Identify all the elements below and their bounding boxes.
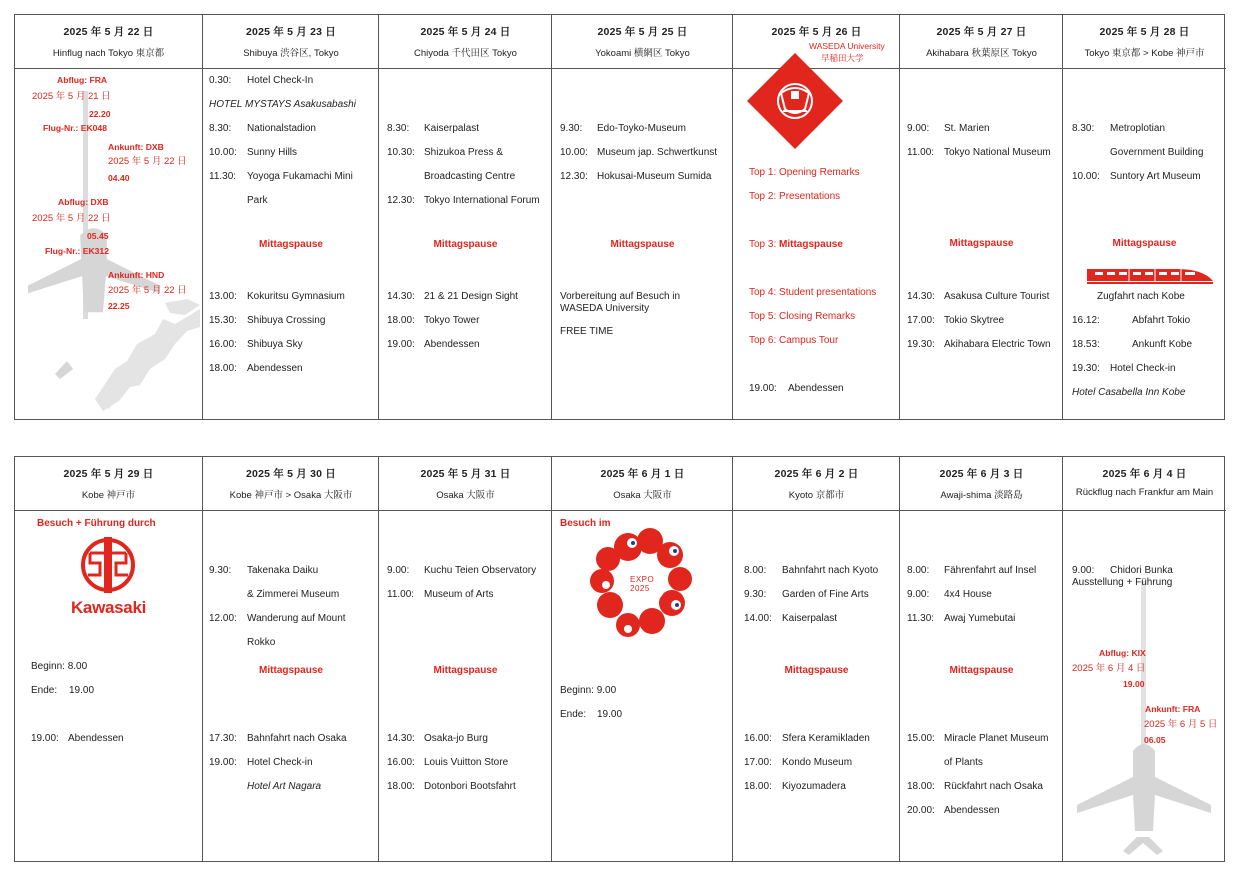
- arr2-label: Ankunft: HND: [108, 270, 165, 280]
- agenda-item: Top 5: Closing Remarks: [749, 311, 856, 322]
- kawasaki-logo-icon: [78, 535, 138, 595]
- dep2-date: 2025 年 5 月 22 日: [32, 213, 111, 224]
- visit-label: Besuch + Führung durch: [37, 518, 156, 529]
- day-date: 2025 年 5 月 30 日: [246, 468, 336, 480]
- day-header: [203, 15, 379, 69]
- flight-no-2: Flug-Nr.: EK312: [45, 246, 109, 256]
- waseda-name-en: WASEDA University: [809, 41, 885, 51]
- shinkansen-train-icon: [1085, 265, 1215, 285]
- day-body: Top 1: Opening Remarks Top 2: Presentations Top 3: Mittagspause Top 4: Student presentations Top 5: Closing Remarks Top 6: Campus Tour 19.00: Abendessen: [749, 167, 877, 394]
- day-col-2: [202, 457, 379, 861]
- day-place: Tokyo 東京都 > Kobe 神戸市: [1084, 48, 1205, 59]
- brand-name: Kawasaki: [70, 598, 147, 617]
- day-body: 9.00: Chidori Bunka Ausstellung + Führung Abflug: KIX 2025 年 6 月 4 日 19.00 Ankunft: FRA 2025 年 6 月 5 日 06.05: [1063, 511, 1226, 861]
- day-col-3: [378, 15, 552, 419]
- day-place: Hinflug nach Tokyo 東京都: [52, 48, 165, 59]
- day-date: 2025 年 5 月 29 日: [63, 468, 154, 480]
- day-body: 9.00: Kuchu Teien Observatory 11.00: Museum of Arts Mittagspause 14.30: Osaka-jo Burg 16.00: Louis Vuitton Store 18.00: Dotonbori Bootsfahrt: [379, 511, 552, 861]
- day-header: [900, 15, 1063, 69]
- day-col-1: [15, 457, 202, 861]
- plane-silhouette-icon: [1063, 581, 1226, 881]
- day-col-7: [1062, 457, 1226, 861]
- day-body: 8.30: Metroplotian Government Building 10.00: Suntory Art Museum Mittagspause Zugfahrt nach Kobe 16.12: Abfahrt Tokio 18.53: Ankunft Kobe 19.30: Hotel Check-in Hotel Casabella Inn Kobe: [1063, 69, 1226, 419]
- arr2-date: 2025 年 5 月 22 日: [108, 285, 187, 296]
- day-date: 2025 年 6 月 2 日: [774, 468, 859, 480]
- day-body: Besuch im EXPO 2025 Beginn: 9.00 Ende: 19.00: [552, 511, 733, 861]
- day-col-5: [732, 15, 900, 419]
- day-col-4: [551, 15, 733, 419]
- day-col-2: [202, 15, 379, 419]
- day-header: [379, 15, 552, 69]
- day-date: 2025 年 6 月 3 日: [939, 468, 1024, 480]
- day-date: 2025 年 5 月 23 日: [246, 26, 336, 38]
- day-date: 2025 年 5 月 24 日: [420, 26, 511, 38]
- day-header: [552, 457, 733, 511]
- day-header: [15, 15, 202, 69]
- lunch-break: Mittagspause: [784, 665, 849, 676]
- day-header: [1063, 15, 1226, 69]
- day-header: [203, 457, 379, 511]
- waseda-name-jp: 早稲田大学: [821, 53, 864, 63]
- begin-time: Beginn: 8.00: [31, 661, 88, 672]
- day-header: [552, 15, 733, 69]
- note-line: Vorbereitung auf Besuch in: [560, 291, 681, 302]
- flight-body: [15, 69, 202, 419]
- day-date: 2025 年 5 月 28 日: [1099, 26, 1190, 38]
- arr-label: Ankunft: FRA: [1145, 704, 1201, 714]
- free-time: FREE TIME: [560, 326, 614, 337]
- day-body: 9.30: Edo-Toyko-Museum 10.00: Museum jap. Schwertkunst 12.30: Hokusai-Museum Sumida Mittagspause Vorbereitung auf Besuch in WASEDA University FREE TIME: [552, 69, 733, 419]
- day-place: Osaka 大阪市: [436, 490, 495, 501]
- day-body: Besuch + Führung durch Kawasaki Beginn: 8.00 Ende: 19.00 19.00: Abendessen: [15, 511, 202, 861]
- day-place: Kobe 神戸市 > Osaka 大阪市: [229, 490, 353, 501]
- lunch-break: Mittagspause: [610, 239, 675, 250]
- day-date: 2025 年 5 月 31 日: [420, 468, 511, 480]
- dep-time: 19.00: [1123, 679, 1145, 689]
- day-date: 2025 年 6 月 4 日: [1102, 468, 1187, 480]
- dep1-label: Abflug: FRA: [57, 75, 108, 85]
- day-header: [900, 457, 1063, 511]
- flight-no-1: Flug-Nr.: EK048: [43, 123, 107, 133]
- japan-map-plane-icon: [15, 69, 202, 419]
- dep-date: 2025 年 6 月 4 日: [1072, 663, 1146, 674]
- arr1-label: Ankunft: DXB: [108, 142, 164, 152]
- day-date: 2025 年 5 月 25 日: [597, 26, 688, 38]
- agenda-item: Top 4: Student presentations: [749, 287, 877, 298]
- day-header: [15, 457, 202, 511]
- week1-table: [14, 14, 1225, 420]
- day-body: 8.30: Kaiserpalast 10.30: Shizukoa Press & Broadcasting Centre 12.30: Tokyo International Forum Mittagspause 14.30: 21 & 21 Design Sight 18.00: Tokyo Tower 19.00: Abendessen: [379, 69, 552, 419]
- day-header: [379, 457, 552, 511]
- train-label: Zugfahrt nach Kobe: [1097, 291, 1185, 302]
- day-place: Kobe 神戸市: [81, 490, 136, 501]
- expo-text-2: 2025: [630, 584, 650, 593]
- arr1-time: 04.40: [108, 173, 130, 183]
- lunch-break: Mittagspause: [259, 665, 323, 676]
- day-body: 0.30: Hotel Check-In HOTEL MYSTAYS Asakusabashi 8.30: Nationalstadion 10.00: Sunny Hills 11.30: Yoyoga Fukamachi Mini Park Mittagspause 13.00: Kokuritsu Gymnasium 15.30: Shibuya Crossing 16.00: Shibuya Sky 18.00: Abendessen: [203, 69, 379, 419]
- day-place: Kyoto 京都市: [788, 490, 845, 501]
- visit-label: Besuch im: [560, 518, 611, 529]
- day-col-5: [732, 457, 900, 861]
- arr-date: 2025 年 6 月 5 日: [1144, 719, 1218, 730]
- day-place: Awaji-shima 淡路島: [940, 490, 1023, 501]
- agenda-item: Top 1: Opening Remarks: [749, 167, 860, 178]
- lunch-break: Mittagspause: [259, 239, 323, 250]
- day-date: 2025 年 6 月 1 日: [600, 468, 685, 480]
- day-date: 2025 年 5 月 27 日: [936, 26, 1027, 38]
- day-col-6: [899, 457, 1063, 861]
- lunch-break: Mittagspause: [949, 238, 1014, 249]
- day-date: 2025 年 5 月 26 日: [771, 26, 862, 38]
- day-date: 2025 年 5 月 22 日: [63, 26, 154, 38]
- lunch-break: Mittagspause: [433, 239, 498, 250]
- agenda-item: Top 6: Campus Tour: [749, 335, 839, 346]
- dep-label: Abflug: KIX: [1099, 648, 1146, 658]
- dep1-date: 2025 年 5 月 21 日: [32, 91, 111, 102]
- day-col-1: [15, 15, 202, 419]
- day-body: 9.30: Takenaka Daiku & Zimmerei Museum 12.00: Wanderung auf Mount Rokko Mittagspause 17.30: Bahnfahrt nach Osaka 19.00: Hotel Check-in Hotel Art Nagara: [203, 511, 379, 861]
- day-col-6: [899, 15, 1063, 419]
- arr1-date: 2025 年 5 月 22 日: [108, 156, 187, 167]
- day-place: Yokoami 横網区 Tokyo: [595, 48, 690, 59]
- dep1-time: 22.20: [89, 109, 111, 119]
- lunch-break: Mittagspause: [1112, 238, 1177, 249]
- expo-text-1: EXPO: [630, 575, 655, 584]
- day-place: Rückflug nach Frankfur am Main: [1075, 487, 1214, 498]
- day-body: 9.00: St. Marien 11.00: Tokyo National Museum Mittagspause 14.30: Asakusa Culture Tourist 17.00: Tokio Skytree 19.30: Akihabara Electric Town: [900, 69, 1063, 419]
- day-place: Akihabara 秋葉原区 Tokyo: [926, 48, 1037, 59]
- day-body: 8.00: Bahnfahrt nach Kyoto 9.30: Garden of Fine Arts 14.00: Kaiserpalast Mittagspause 16.00: Sfera Keramikladen 17.00: Kondo Museum 18.00: Kiyozumadera: [733, 511, 900, 861]
- begin-time: Beginn: 9.00: [560, 685, 617, 696]
- day-place: Shibuya 渋谷区, Tokyo: [243, 48, 339, 59]
- arr2-time: 22.25: [108, 301, 130, 311]
- week2-table: [14, 456, 1225, 862]
- agenda-item: Top 2: Presentations: [749, 191, 841, 202]
- day-col-7: [1062, 15, 1226, 419]
- day-body: 8.00: Fährenfahrt auf Insel 9.00: 4x4 House 11.30: Awaj Yumebutai Mittagspause 15.00: Miracle Planet Museum of Plants 18.00: Rückfahrt nach Osaka 20.00: Abendessen: [900, 511, 1063, 861]
- day-col-3: [378, 457, 552, 861]
- dep2-time: 05.45: [87, 231, 109, 241]
- day-col-4: [551, 457, 733, 861]
- lunch-break: Mittagspause: [949, 665, 1014, 676]
- day-place: Osaka 大阪市: [613, 490, 672, 501]
- note-line: WASEDA University: [560, 303, 650, 314]
- day-header: [733, 457, 900, 511]
- list-item: Ausstellung + Führung: [1072, 577, 1173, 588]
- day-header: [1063, 457, 1226, 511]
- agenda-item: Top 3: Mittagspause: [749, 239, 843, 250]
- arr-time: 06.05: [1144, 735, 1166, 745]
- lunch-break: Mittagspause: [433, 665, 498, 676]
- dep2-label: Abflug: DXB: [58, 197, 109, 207]
- day-place: Chiyoda 千代田区 Tokyo: [414, 48, 517, 59]
